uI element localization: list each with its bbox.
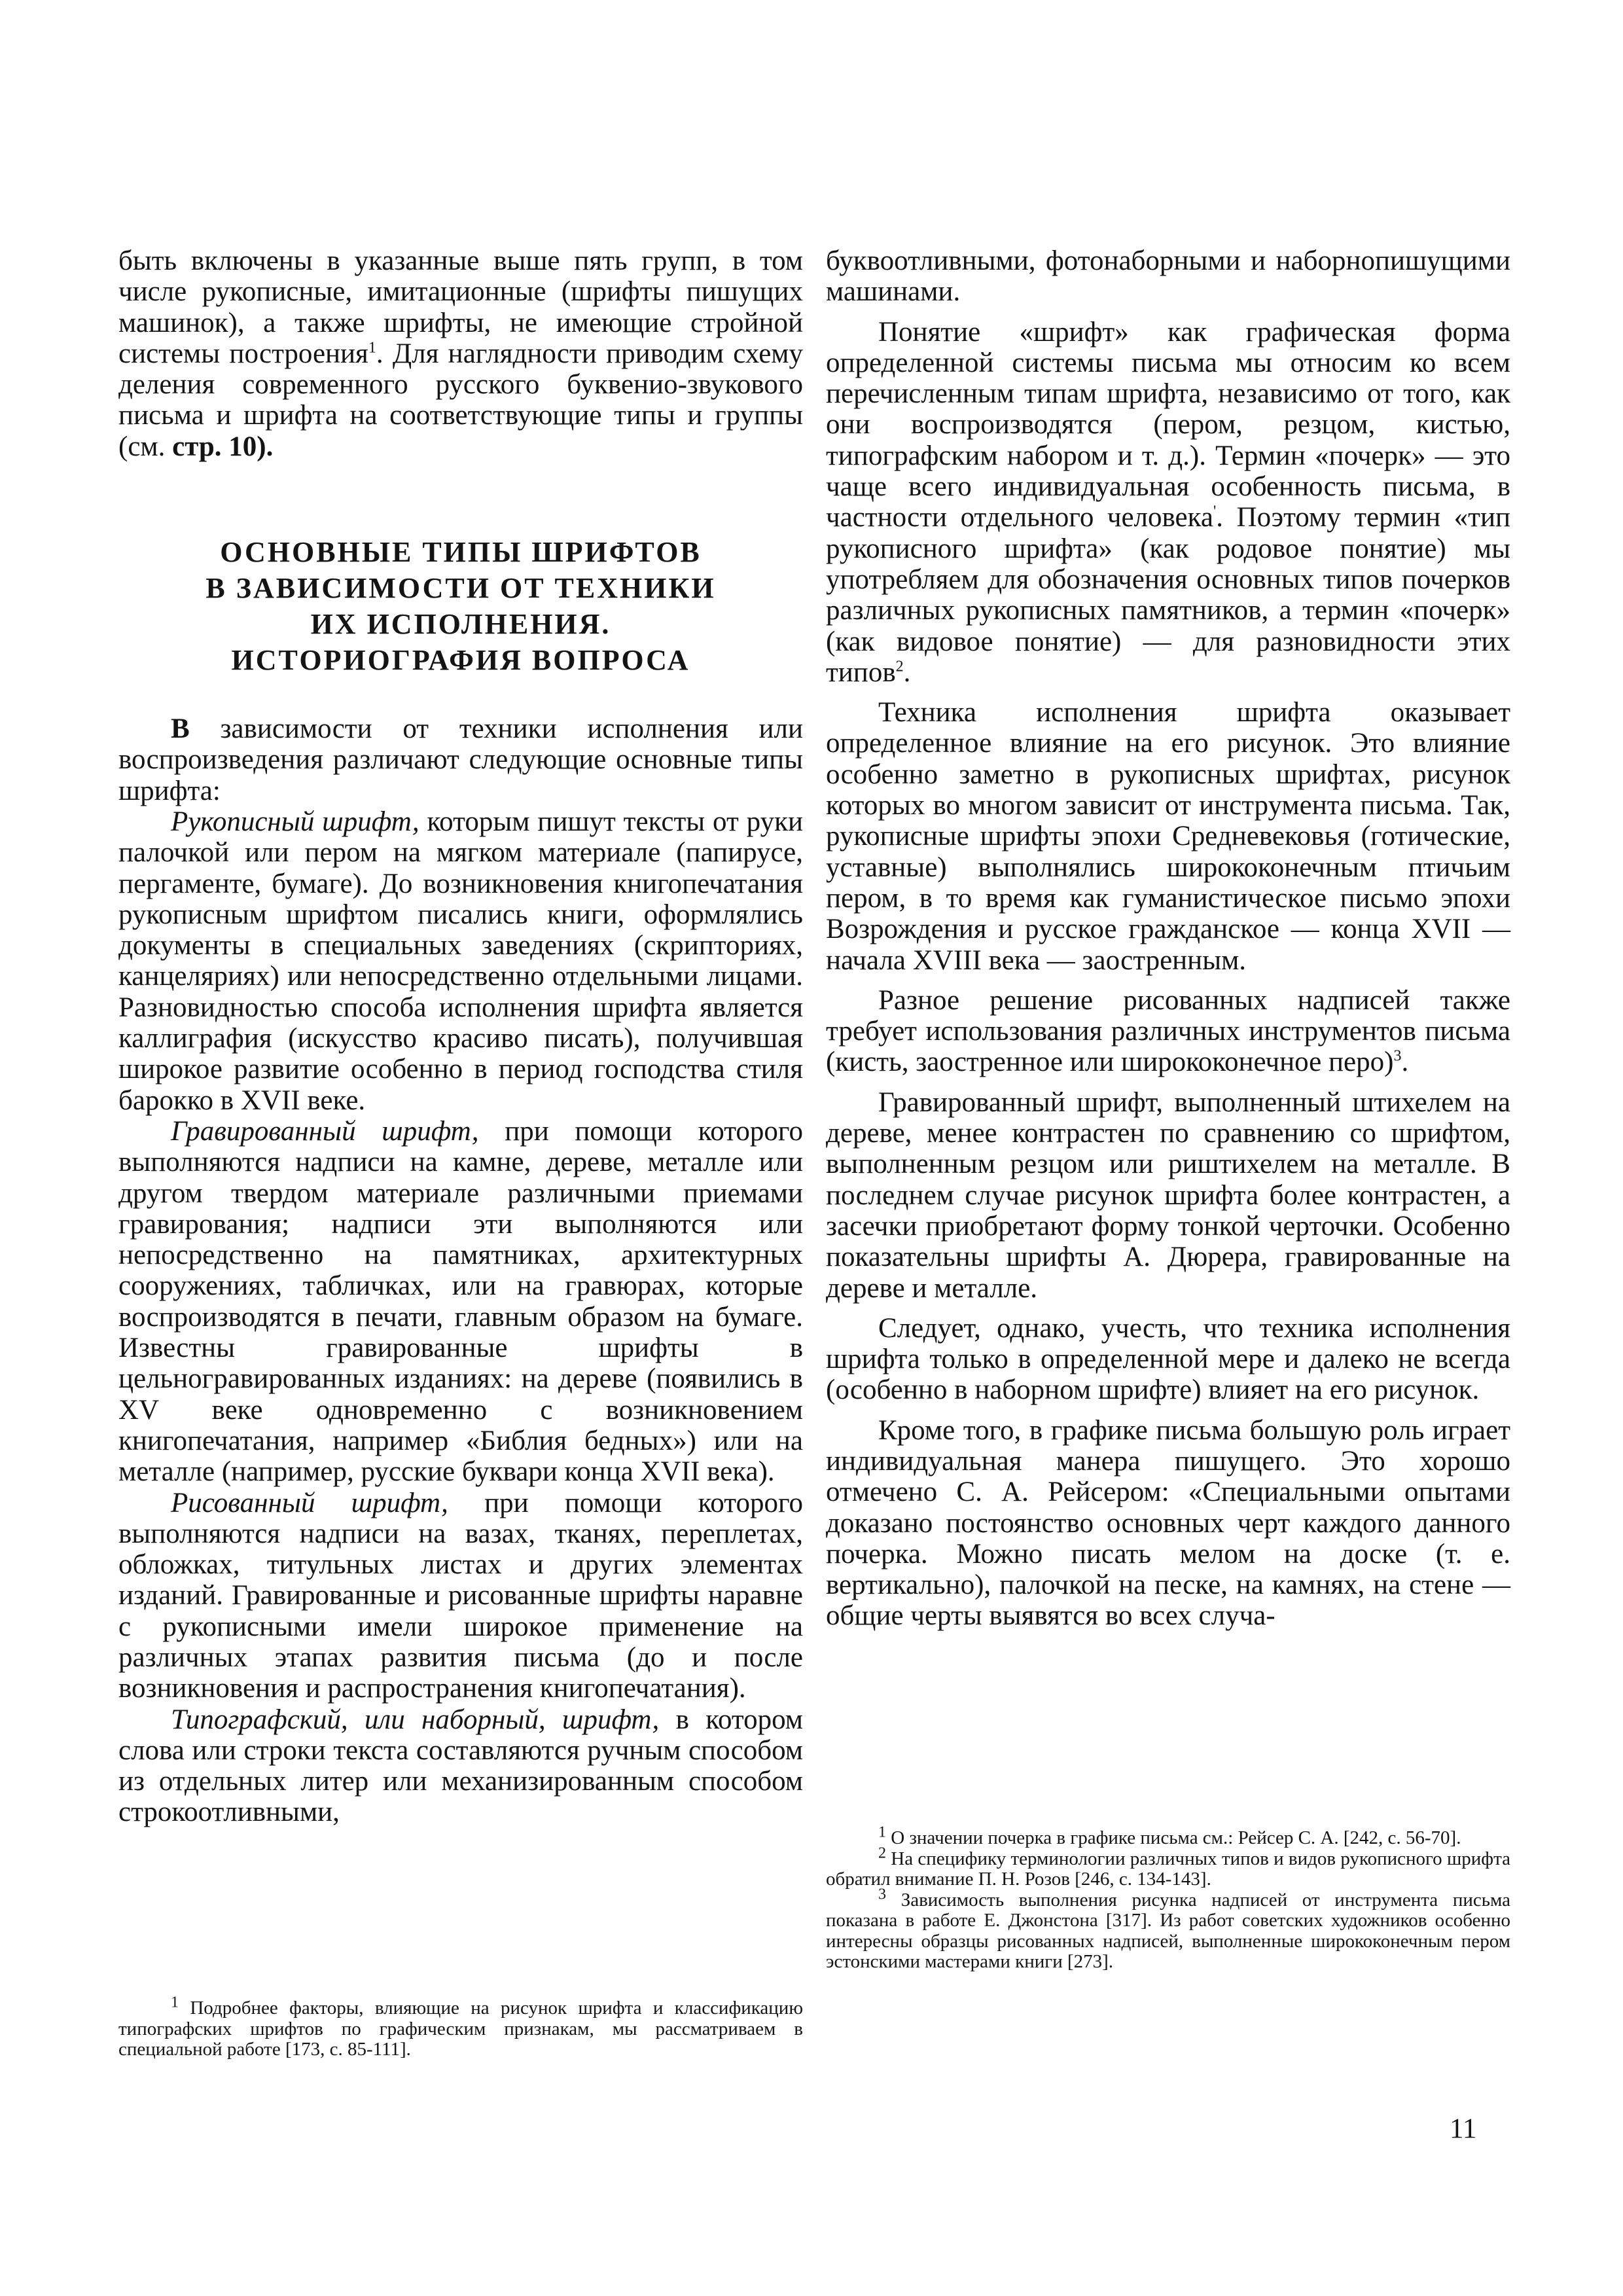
paragraph: Гравированный шрифт, выполненный штихелем на дереве, менее контрастен по сравнению со шрифтом, выполненным резцом или риштихелем на металле. В последнем случае рисунок шрифта более контрастен, а засечки приобретают форму тонкой черточки. Особенно показательны шрифты А. Дюрера, гравированные на дереве и металле. (826, 1086, 1510, 1304)
footnote: $^2$ На специфику терминологии различных типов и видов рукописного шрифта обратил внимание П. Н. Розов [246, с. 134-143]. (826, 1844, 1510, 1890)
heading-line: ИХ ИСПОЛНЕНИЯ. (310, 608, 611, 641)
paragraph: В зависимости от техники исполнения или воспроизведения различают следующие основные типы шрифта: (118, 713, 803, 806)
term: Типографский, или наборный, шрифт, (171, 1704, 660, 1735)
heading-line: ОСНОВНЫЕ ТИПЫ ШРИФТОВ (220, 536, 702, 569)
lead-letter: В (171, 713, 190, 745)
paragraph: Понятие «шрифт» как графическая форма определенной системы письма мы относим ко всем перечисленным типам шрифта, независимо от того, как они воспроизводятся (пером, резцом, кистью, типографским набором и т. д.). Термин «почерк» — это чаще всего индивидуальная особенность письма, в частности отдельного человека'. Поэтому термин «тип рукописного шрифта» (как родовое понятие) мы употребляем для обозначения основных типов почерков различных рукописных памятников, а термин «почерк» (как видовое понятие) — для разновидности этих типов$^2$. (826, 316, 1510, 688)
term: Рукописный шрифт, (171, 806, 419, 837)
paragraph: Рисованный шрифт, при помощи которого выполняются надписи на вазах, тканях, переплетах, обложках, титульных листах и других элементах изданий. Гравированные и рисованные шрифты наравне с рукописными имели широкое применение на различных этапах развития письма (до и после возникновения и распространения книгопечатания). (118, 1487, 804, 1704)
term: Гравированный шрифт, (171, 1115, 479, 1147)
intro-paragraph: быть включены в указанные выше пять групп, в том числе рукописные, имитационные (шрифты пишущих машинок), а также шрифты, не имеющие стройной системы построения$^1$. Для наглядности приводим схему деления современного русского буквенио-звукового письма и шрифта на соответствующие типы и группы (см. стр. 10). (118, 245, 803, 462)
term: Рисованный шрифт, (171, 1487, 448, 1518)
footnote: $^1$ О значении почерка в графике письма см.: Рейсер С. А. [242, с. 56-70]. (878, 1823, 1461, 1848)
paragraph: Гравированный шрифт, при помощи которого выполняются надписи на камне, дереве, металле или другом твердом материале различными приемами гравирования; надписи эти выполняются или непосредственно на памятниках, архитектурных сооружениях, табличках, или на гравюрах, которые воспроизводятся в печати, главным образом на бумаге. Известны гравированные шрифты в цельногравированных изданиях: на дереве (появились в XV веке одновременно с возникновением книгопечатания, например «Библия бедных») или на металле (например, русские буквари конца XVII века). (118, 1115, 803, 1488)
footnote-ref: 1 (368, 339, 376, 357)
footnote-mark: 3 (878, 1885, 886, 1903)
footnote-ref: 2 (895, 658, 904, 675)
paragraph: Кроме того, в графике письма большую роль играет индивидуальная манера пишущего. Это хорошо отмечено С. А. Рейсером: «Специальными опытами доказано постоянство основных черт каждого данного почерка. Можно писать мелом на доске (т. е. вертикально), палочкой на песке, на камнях, на стене — общие черты выявятся во всех случа- (826, 1414, 1510, 1632)
left-column (118, 245, 803, 1828)
footnote-mark: 2 (878, 1844, 886, 1861)
footnote-ref: ' (1213, 503, 1217, 521)
paragraph: буквоотливными, фотонаборными и наборнопишущими машинами. (826, 245, 1510, 308)
heading-line: ИСТОРИОГРАФИЯ ВОПРОСА (231, 644, 690, 677)
footnote-ref: 3 (1393, 1048, 1402, 1066)
footnotes-right (826, 1823, 1510, 1973)
footnote: $^1$ Подробнее факторы, влияющие на рисунок шрифта и классификацию типографских шрифтов по графическим признакам, мы рассматриваем в специальной работе [173, с. 85-111]. (118, 1994, 803, 2060)
paragraph: Следует, однако, учесть, что техника исполнения шрифта только в определенной мере и далеко не всегда (особенно в наборном шрифте) влияет на его рисунок. (826, 1312, 1510, 1406)
right-column (826, 245, 1510, 1632)
section-heading (118, 534, 803, 678)
paragraph: Типографский, или наборный, шрифт, в котором слова или строки текста составляются ручным способом из отдельных литер или механизированным способом строкоотливными, (118, 1704, 804, 1828)
footnote-mark: 1 (878, 1823, 886, 1841)
footnote: $^3$ Зависимость выполнения рисунка надписей от инструмента письма показана в работе Е. Джонстона [317]. Из работ советских художников особенно интересны образцы рисованных надписей, выполненные ширококонечным пером эстонскими мастерами книги [273]. (826, 1885, 1510, 1972)
paragraph: Рукописный шрифт, которым пишут тексты от руки палочкой или пером на мягком материале (папирусе, пергаменте, бумаге). До возникновения книгопечатания рукописным шрифтом писались книги, оформлялись документы в специальных заведениях (скрипториях, канцеляриях) или непосредственно отдельными лицами. Разновидностью способа исполнения шрифта является каллиграфия (искусство красиво писать), получившая широкое развитие особенно в период господства стиля барокко в XVII веке. (118, 806, 804, 1116)
heading-line: В ЗАВИСИМОСТИ ОТ ТЕХНИКИ (205, 572, 716, 605)
footnotes-left (118, 1994, 803, 2060)
cross-reference: стр. 10). (172, 431, 274, 462)
page-number: 11 (1450, 2113, 1477, 2144)
footnote-mark: 1 (171, 1994, 179, 2011)
paragraph: Техника исполнения шрифта оказывает определенное влияние на его рисунок. Это влияние особенно заметно в рукописных шрифтах, рисунок которых во многом зависит от инструмента письма. Так, рукописные шрифты эпохи Средневековья (готические, уставные) выполнялись ширококонечным птичьим пером, в то время как гуманистическое письмо эпохи Возрождения и русское гражданское — конца XVII — начала XVIII века — заостренным. (826, 697, 1510, 976)
paragraph: Разное решение рисованных надписей также требует использования различных инструментов письма (кисть, заостренное или ширококонечное перо)$^3$. (826, 984, 1510, 1078)
